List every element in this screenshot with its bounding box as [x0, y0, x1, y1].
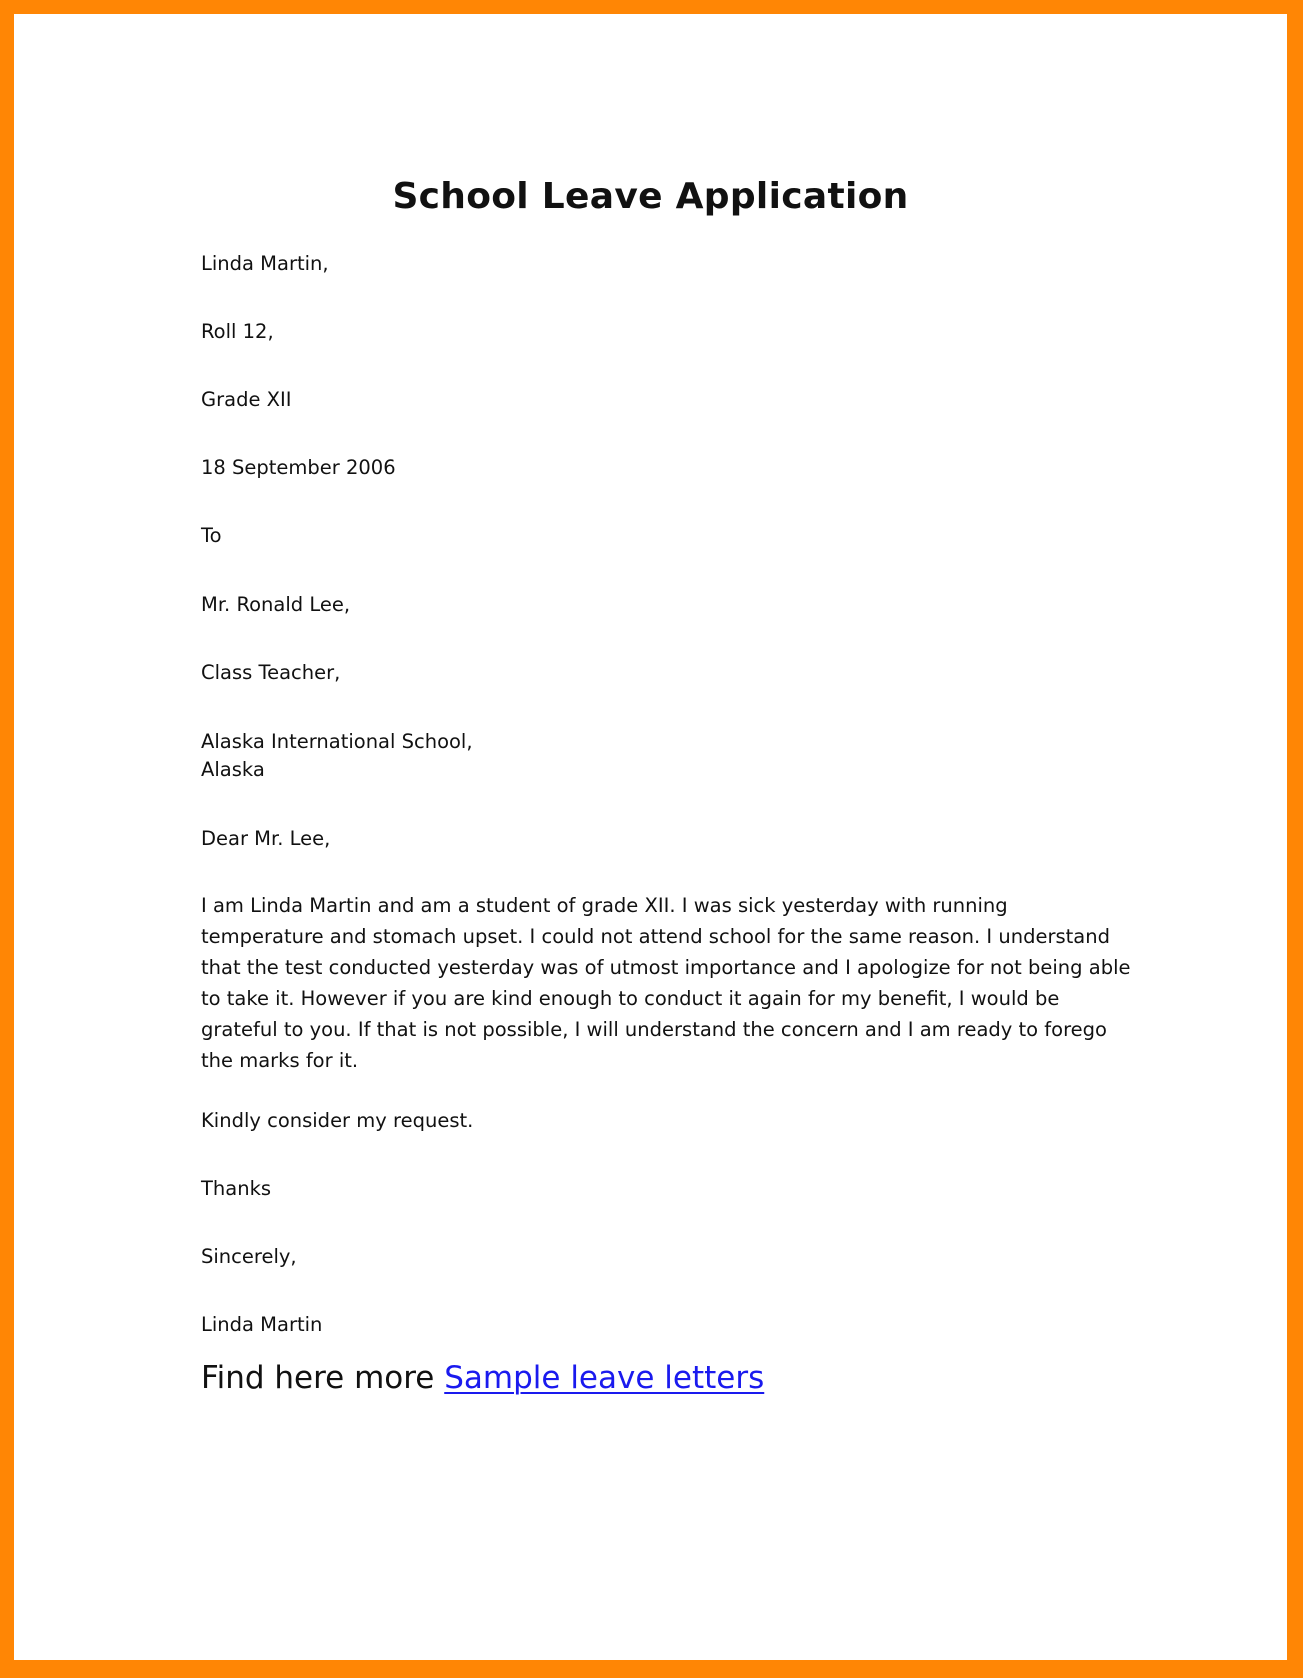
recipient-role: Class Teacher, [201, 661, 341, 684]
signature: Linda Martin [201, 1313, 323, 1336]
to-label: To [201, 524, 222, 547]
page-title: School Leave Application [392, 176, 909, 217]
body-line: the marks for it. [201, 1049, 359, 1072]
letter-date: 18 September 2006 [201, 456, 396, 479]
sender-name: Linda Martin, [201, 252, 329, 275]
request-line: Kindly consider my request. [201, 1109, 474, 1132]
footer-prefix: Find here more [201, 1360, 445, 1396]
sender-grade: Grade XII [201, 388, 292, 411]
sample-leave-letters-link[interactable]: Sample leave letters [444, 1360, 765, 1396]
recipient-school: Alaska International School, [201, 730, 473, 753]
closing-line: Sincerely, [201, 1245, 297, 1268]
salutation: Dear Mr. Lee, [201, 827, 331, 850]
recipient-name: Mr. Ronald Lee, [201, 593, 351, 616]
sender-roll: Roll 12, [201, 320, 274, 343]
body-line: that the test conducted yesterday was of utmost importance and I apologize for not being able [201, 956, 1131, 979]
body-line: I am Linda Martin and am a student of grade XII. I was sick yesterday with running [201, 894, 1008, 917]
body-line: grateful to you. If that is not possible, I will understand the concern and I am ready to forego [201, 1018, 1107, 1041]
thanks-line: Thanks [201, 1177, 272, 1200]
body-line: temperature and stomach upset. I could not attend school for the same reason. I understand [201, 925, 1110, 948]
footer-line [201, 1358, 764, 1398]
recipient-location: Alaska [201, 758, 265, 781]
body-line: to take it. However if you are kind enough to conduct it again for my benefit, I would be [201, 987, 1060, 1010]
letter-body [201, 890, 1131, 1076]
letter-page [14, 14, 1287, 1660]
